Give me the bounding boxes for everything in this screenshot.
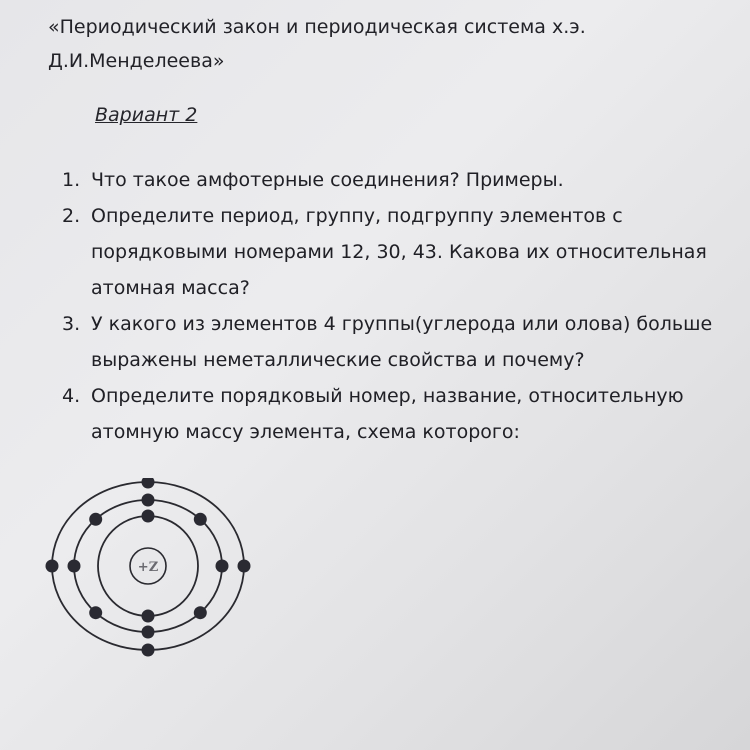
question-number: 3. [62,313,81,335]
page-title [48,10,728,78]
atom-diagram [44,478,254,658]
question-3 [62,306,750,378]
question-number: 4. [62,385,81,407]
electron [142,510,155,523]
electron [68,560,81,573]
electron [142,626,155,639]
electron [89,513,102,526]
question-list [62,162,750,450]
title-line-1: «Периодический закон и периодическая система х.э. [48,16,586,38]
electron [142,494,155,507]
electron [194,606,207,619]
question-number: 1. [62,169,81,191]
electron [194,513,207,526]
electron [142,610,155,623]
question-text: Определите период, группу, подгруппу элементов с [91,205,623,227]
electron [142,644,155,657]
question-1 [62,162,750,198]
question-number: 2. [62,205,81,227]
nucleus-label: +Z [137,560,159,575]
variant-label: Вариант 2 [95,104,198,126]
question-text: выражены неметаллические свойства и почему? [91,349,585,371]
electron [238,560,251,573]
question-text: порядковыми номерами 12, 30, 43. Какова их относительная [91,241,707,263]
question-2 [62,198,750,306]
electron [216,560,229,573]
question-text: атомная масса? [91,277,250,299]
question-4 [62,378,750,450]
electron [142,478,155,489]
electron [89,606,102,619]
question-text: У какого из элементов 4 группы(углерода или олова) больше [91,313,713,335]
nucleus [130,548,166,584]
electron [46,560,59,573]
question-text: Определите порядковый номер, название, относительную [91,385,684,407]
question-text: атомную массу элемента, схема которого: [91,421,520,443]
title-line-2: Д.И.Менделеева» [48,50,225,72]
question-text: Что такое амфотерные соединения? Примеры. [91,169,564,191]
